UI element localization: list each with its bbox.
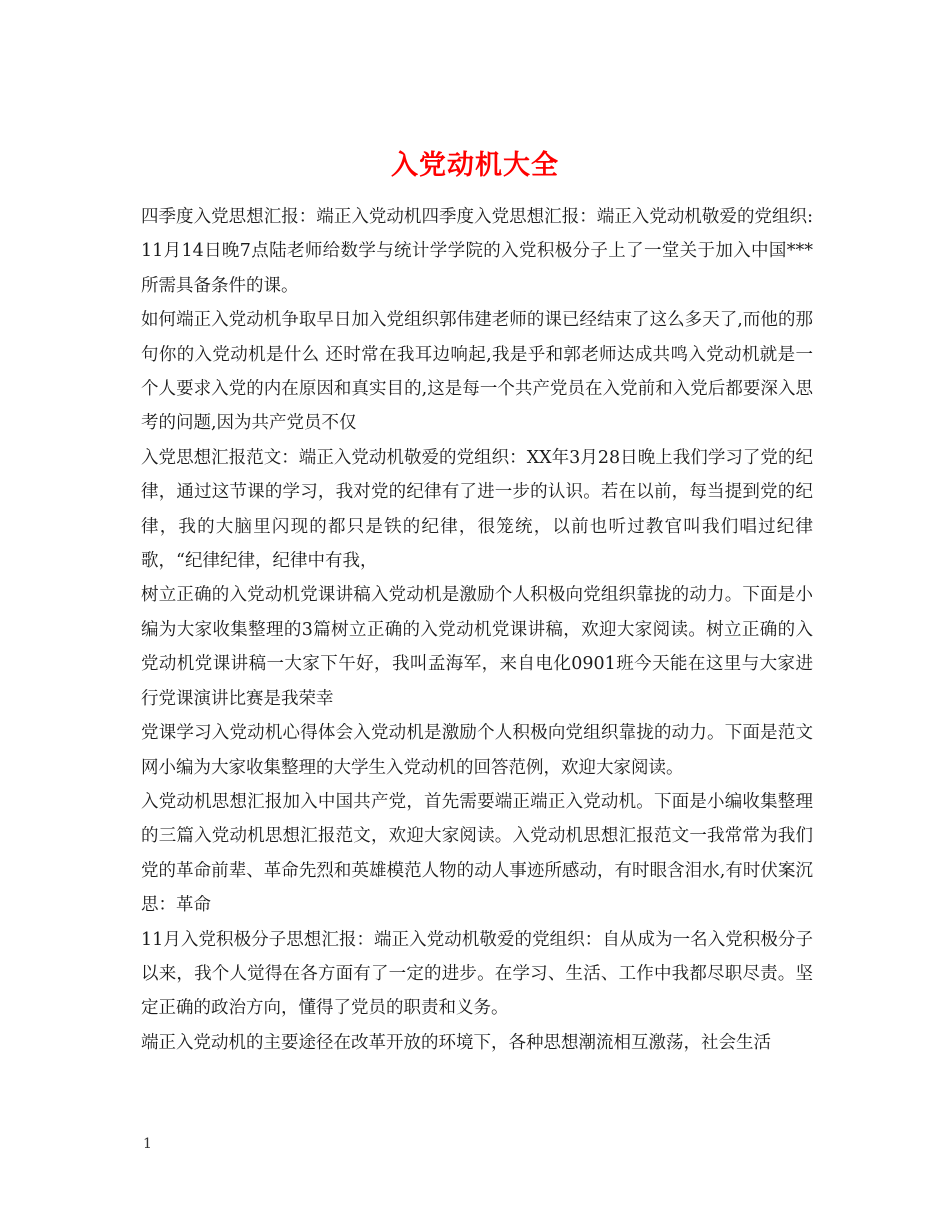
paragraph: 入党思想汇报范文：端正入党动机敬爱的党组织：XX年3月28日晚上我们学习了党的纪律，通过这节课的学习，我对党的纪律有了进一步的认识。若在以前，每当提到党的纪律，我的大脑里闪现的都只是铁的纪律，很笼统，以前也听过教官叫我们唱过纪律歌，“纪律纪律，纪律中有我， — [141, 447, 813, 572]
paragraph: 入党动机思想汇报加入中国共产党，首先需要端正端正入党动机。下面是小编收集整理的三篇入党动机思想汇报范文，欢迎大家阅读。入党动机思想汇报范文一我常常为我们党的革命前辈、革命先烈和英雄模范人物的动人事迹所感动，有时眼含泪水,有时伏案沉思：革命 — [141, 791, 813, 916]
document-body — [141, 200, 813, 1060]
paragraph: 端正入党动机的主要途径在改革开放的环境下，各种思想潮流相互激荡，社会生活 — [141, 1032, 771, 1053]
paragraph: 党课学习入党动机心得体会入党动机是激励个人积极向党组织靠拢的动力。下面是范文网小编为大家收集整理的大学生入党动机的回答范例，欢迎大家阅读。 — [141, 723, 813, 778]
page-number: 1 — [143, 1136, 152, 1152]
paragraph: 如何端正入党动机争取早日加入党组织郭伟建老师的课已经结束了这么多天了,而他的那句你的入党动机是什么 还时常在我耳边响起,我是乎和郭老师达成共鸣入党动机就是一个人要求入党的内在原因和真实目的,这是每一个共产党员在入党前和入党后都要深入思考的问题,因为共产党员不仅 — [141, 310, 813, 434]
paragraph: 树立正确的入党动机党课讲稿入党动机是激励个人积极向党组织靠拢的动力。下面是小编为大家收集整理的3篇树立正确的入党动机党课讲稿，欢迎大家阅读。树立正确的入党动机党课讲稿一大家下午好，我叫孟海军，来自电化0901班今天能在这里与大家进行党课演讲比赛是我荣幸 — [141, 585, 813, 709]
document-title: 入党动机大全 — [391, 150, 559, 182]
paragraph: 11月入党积极分子思想汇报：端正入党动机敬爱的党组织：自从成为一名入党积极分子以来，我个人觉得在各方面有了一定的进步。在学习、生活、工作中我都尽职尽责。坚定正确的政治方向，懂得了党员的职责和义务。 — [141, 929, 813, 1019]
paragraph: 四季度入党思想汇报：端正入党动机四季度入党思想汇报：端正入党动机敬爱的党组织:11月14日晚7点陆老师给数学与统计学学院的入党积极分子上了一堂关于加入中国***所需具备条件的课。 — [141, 207, 813, 296]
